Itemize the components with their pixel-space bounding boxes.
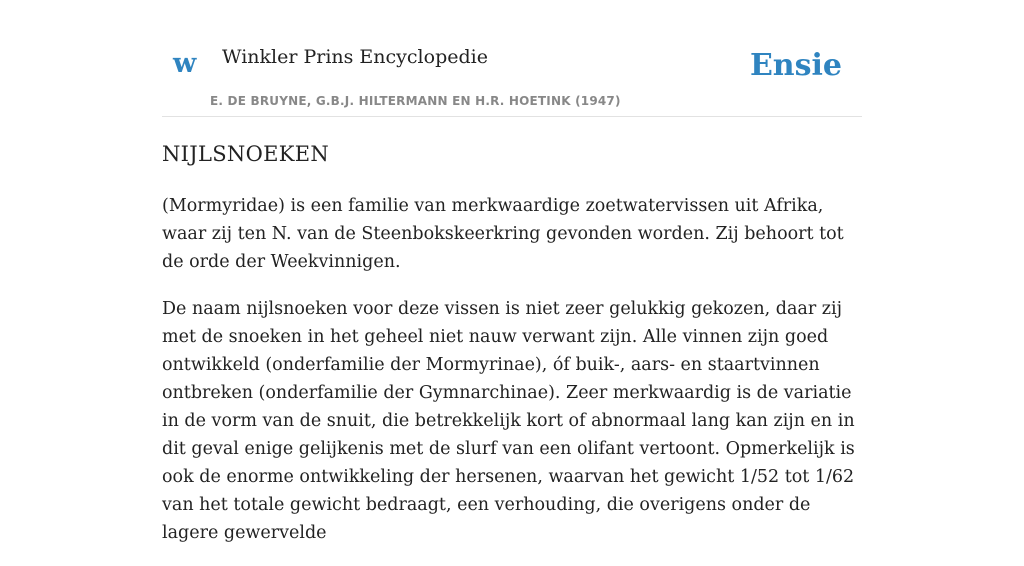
article-paragraph: De naam nijlsnoeken voor deze vissen is niet zeer gelukkig gekozen, daar zij met de snoeken in het geheel niet nauw verwant zijn. Alle vinnen zijn goed ontwikkeld (onderfamilie der Mormyrinae), óf buik-, aars- en staartvinnen ontbreken (onderfamilie der Gymnarchinae). Zeer merkwaardig is de variatie in de vorm van de snuit, die betrekkelijk kort of abnormaal lang kan zijn en in dit geval enige gelijkenis met de slurf van een olifant vertoont. Opmerkelijk is ook de enorme ontwikkeling der hersenen, waarvan het gewicht 1/52 tot 1/62 van het totale gewicht bedraagt, een verhouding, die overigens onder de lagere gewervelde: [162, 299, 855, 543]
article-body: [162, 192, 862, 566]
winkler-prins-logo[interactable]: w: [173, 48, 197, 79]
ensie-logo[interactable]: Ensie: [749, 48, 842, 83]
encyclopedia-title[interactable]: Winkler Prins Encyclopedie: [222, 46, 488, 68]
site-header: [162, 0, 862, 117]
authors-line: E. DE BRUYNE, G.B.J. HILTERMANN EN H.R. HOETINK (1947): [210, 94, 621, 108]
article-paragraph: (Mormyridae) is een familie van merkwaardige zoetwatervissen uit Afrika, waar zij ten N. van de Steenbokskeerkring gevonden worden. Zij behoort tot de orde der Weekvinnigen.: [162, 196, 844, 272]
article-heading: NIJLSNOEKEN: [162, 142, 330, 166]
